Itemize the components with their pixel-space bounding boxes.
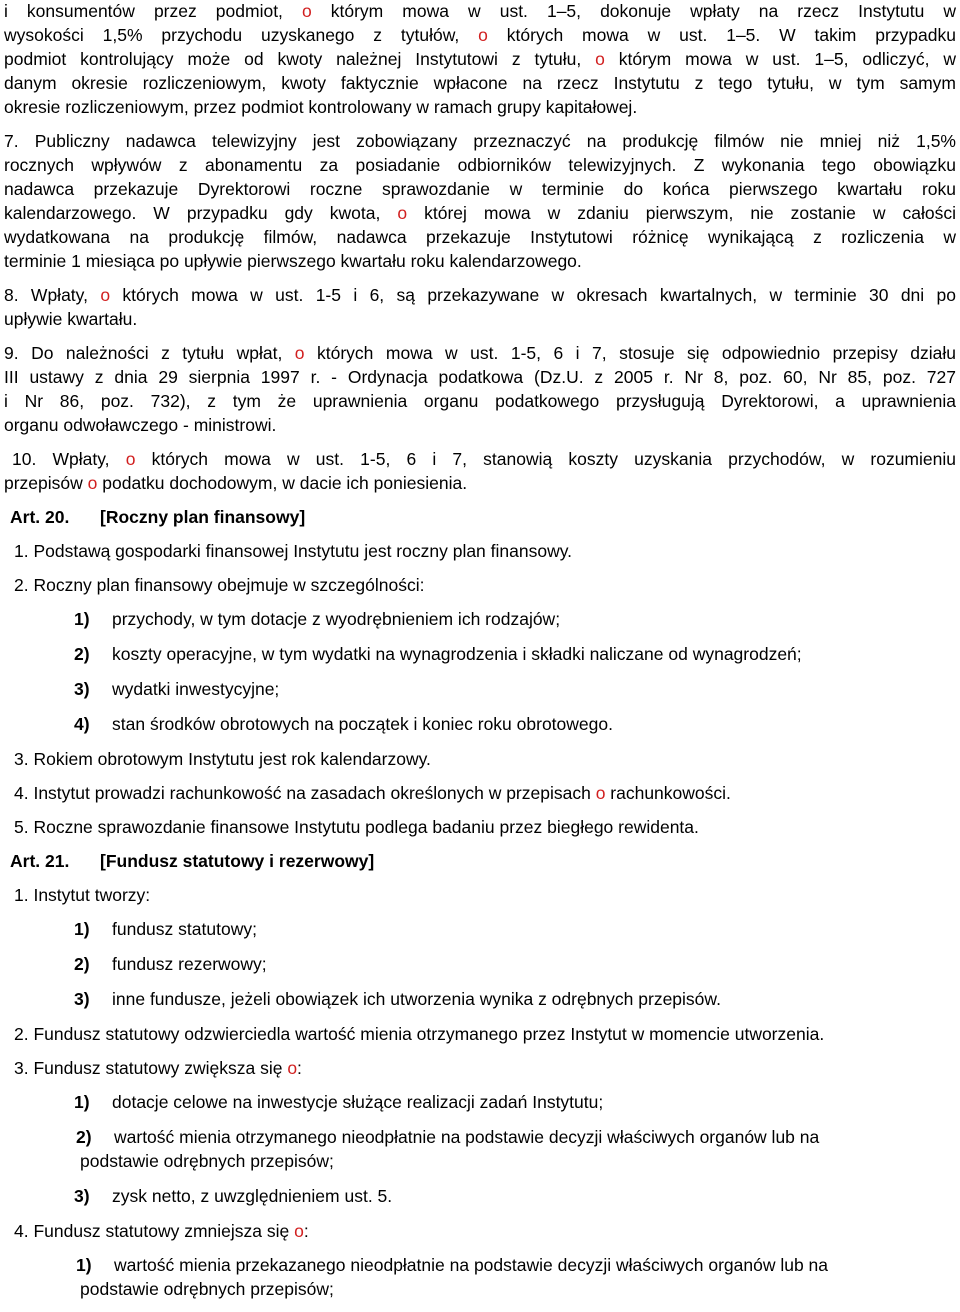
- article-title: [Roczny plan finansowy]: [100, 507, 306, 527]
- list-item: 1) dotacje celowe na inwestycje służące realizacji zadań Instytutu;: [74, 1092, 604, 1112]
- art20-section-3: 3. Rokiem obrotowym Instytutu jest rok kalendarzowy.: [14, 749, 431, 769]
- list-item: 2) koszty operacyjne, w tym wydatki na wynagrodzenia i składki naliczane od wynagrodzeń;: [74, 644, 802, 664]
- art20-section-5: 5. Roczne sprawozdanie finansowe Instytutu podlega badaniu przez biegłego rewidenta.: [14, 817, 699, 837]
- paragraph-intro: i konsumentów przez podmiot, o którym mowa w ust. 1–5, dokonuje wpłaty na rzecz Instytutu w wysokości 1,5% przychodu uzyskanego z tytułów, o których mowa w ust. 1–5. W takim przypadku podmiot kontrolujący może od kwoty należnej Instytutowi z tytułu, o którym mowa w ust. 1–5, odliczyć, w danym okresie rozliczeniowym, kwoty faktycznie wpłacone na rzecz Instytutu z tego tytułu, w tym samym okresie rozliczeniowym, przez podmiot kontrolowany w ramach grupy kapitałowej.: [4, 1, 956, 117]
- article-21-heading: [10, 849, 956, 873]
- list-item: 3) inne fundusze, jeżeli obowiązek ich utworzenia wynika z odrębnych przepisów.: [74, 989, 721, 1009]
- list-item: 4) stan środków obrotowych na początek i koniec roku obrotowego.: [74, 714, 613, 734]
- document-page: [4, 0, 956, 1312]
- paragraph-8: 8. Wpłaty, o których mowa w ust. 1-5 i 6, są przekazywane w okresach kwartalnych, w terminie 30 dni po upływie kwartału.: [4, 285, 956, 329]
- list-item: 2) wartość mienia otrzymanego nieodpłatnie na podstawie decyzji właściwych organów lub na podstawie odrębnych przepisów;: [76, 1127, 820, 1171]
- list-item: 1) przychody, w tym dotacje z wyodrębnieniem ich rodzajów;: [74, 609, 561, 629]
- list-item: 1) fundusz statutowy;: [74, 919, 257, 939]
- list-item: 3) wydatki inwestycyjne;: [74, 679, 280, 699]
- article-title: [Fundusz statutowy i rezerwowy]: [100, 851, 375, 871]
- art21-section-1: 1. Instytut tworzy:: [14, 885, 151, 905]
- paragraph-10: 10. Wpłaty, o których mowa w ust. 1-5, 6 i 7, stanowią koszty uzyskania przychodów, w rozumieniu przepisów o podatku dochodowym, w dacie ich poniesienia.: [4, 449, 956, 493]
- art21-section-2: 2. Fundusz statutowy odzwierciedla wartość mienia otrzymanego przez Instytut w momencie utworzenia.: [14, 1024, 825, 1044]
- article-number: Art. 21.: [10, 851, 70, 871]
- art20-section-1: 1. Podstawą gospodarki finansowej Instytutu jest roczny plan finansowy.: [14, 541, 573, 561]
- paragraph-7: 7. Publiczny nadawca telewizyjny jest zobowiązany przeznaczyć na produkcję filmów nie mniej niż 1,5% rocznych wpływów z abonamentu za posiadanie odbiorników telewizyjnych. Z wykonania tego obowiązku nadawca przekazuje Dyrektorowi roczne sprawozdanie w terminie do końca pierwszego kwartału roku kalendarzowego. W przypadku gdy kwota, o której mowa w zdaniu pierwszym, nie zostanie w całości wydatkowana na produkcję filmów, nadawca przekazuje Instytutowi różnicę wynikającą z rozliczenia w terminie 1 miesiąca po upływie pierwszego kwartału roku kalendarzowego.: [4, 131, 956, 271]
- art20-section-2: 2. Roczny plan finansowy obejmuje w szczególności:: [14, 575, 425, 595]
- article-number: Art. 20.: [10, 507, 70, 527]
- art21-section-3: 3. Fundusz statutowy zwiększa się o:: [14, 1058, 302, 1078]
- art20-section-4: 4. Instytut prowadzi rachunkowość na zasadach określonych w przepisach o rachunkowości.: [14, 783, 731, 803]
- list-item: 3) zysk netto, z uwzględnieniem ust. 5.: [74, 1186, 393, 1206]
- art21-section-4: 4. Fundusz statutowy zmniejsza się o:: [14, 1221, 309, 1241]
- list-item: 2) fundusz rezerwowy;: [74, 954, 267, 974]
- paragraph-9: 9. Do należności z tytułu wpłat, o których mowa w ust. 1-5, 6 i 7, stosuje się odpowiednio przepisy działu III ustawy z dnia 29 sierpnia 1997 r. - Ordynacja podatkowa (Dz.U. z 2005 r. Nr 8, poz. 60, Nr 85, poz. 727 i Nr 86, poz. 732), z tym że uprawnienia organu podatkowego przysługują Dyrektorowi, a uprawnienia organu odwoławczego - ministrowi.: [4, 343, 956, 435]
- article-20-heading: [10, 505, 956, 529]
- list-item: 1) wartość mienia przekazanego nieodpłatnie na podstawie decyzji właściwych organów lub na podstawie odrębnych przepisów;: [76, 1255, 829, 1299]
